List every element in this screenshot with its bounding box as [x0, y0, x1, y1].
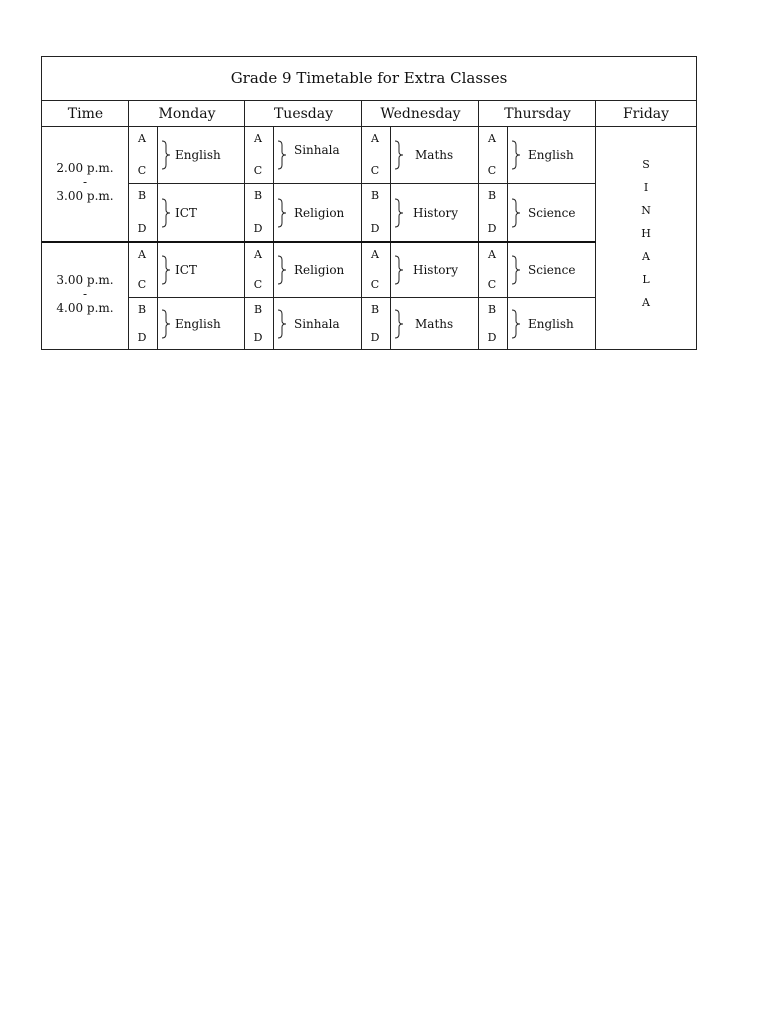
brace-icon [511, 309, 521, 339]
friday-letter: H [641, 227, 651, 240]
grid-line [390, 127, 391, 350]
subject-label: ICT [175, 205, 197, 220]
brace-icon [277, 309, 287, 339]
subject-label: Sinhala [294, 317, 340, 331]
header-monday: Monday [129, 101, 245, 127]
time-slot-2-end: 4.00 p.m. [56, 301, 114, 315]
time-slot-2 [42, 273, 128, 315]
group-label-a: A [254, 248, 262, 261]
subject-label: English [528, 148, 574, 162]
time-slot-2-start: 3.00 p.m. [56, 273, 114, 287]
group-label-b: B [137, 189, 147, 202]
group-label-a: A [138, 248, 146, 261]
grid-line [273, 127, 274, 350]
subject-label: Religion [294, 263, 345, 277]
group-label-c: C [137, 164, 147, 177]
header-thursday: Thursday [479, 101, 596, 127]
timetable [41, 56, 697, 350]
group-label-c: C [253, 164, 263, 177]
group-label-c: C [487, 164, 497, 177]
subject-label: English [175, 148, 221, 162]
brace-icon [394, 140, 404, 170]
group-label-d: D [253, 331, 263, 344]
grid-line [128, 183, 596, 184]
header-time: Time [42, 101, 129, 127]
subject-label: Maths [415, 317, 454, 331]
time-slot-1-sep: - [82, 175, 88, 189]
group-label-b: B [253, 189, 263, 202]
group-label-a: A [488, 248, 496, 261]
subject-label: English [175, 317, 221, 331]
subject-label: ICT [175, 263, 197, 277]
group-label-b: B [370, 303, 380, 316]
group-label-b: B [253, 303, 263, 316]
group-label-c: C [487, 278, 497, 291]
friday-letter: S [642, 158, 650, 171]
group-label-a: A [371, 248, 379, 261]
subject-label: Science [528, 263, 576, 277]
subject-label: Science [528, 205, 576, 220]
header-tuesday: Tuesday [245, 101, 362, 127]
subject-label: Maths [415, 148, 454, 162]
friday-letter: N [641, 204, 651, 217]
grid-line [128, 297, 596, 298]
brace-icon [161, 309, 171, 339]
subject-label: History [413, 205, 459, 220]
group-label-c: C [370, 278, 380, 291]
time-slot-2-sep: - [82, 287, 88, 301]
brace-icon [394, 255, 404, 285]
group-label-d: D [137, 331, 147, 344]
brace-icon [511, 198, 521, 228]
brace-icon [511, 140, 521, 170]
group-label-a: A [254, 132, 262, 145]
group-label-b: B [137, 303, 147, 316]
group-label-d: D [370, 331, 380, 344]
time-slot-1-end: 3.00 p.m. [56, 189, 114, 203]
group-label-b: B [487, 303, 497, 316]
brace-icon [394, 309, 404, 339]
grid-line [507, 127, 508, 350]
group-label-a: A [488, 132, 496, 145]
group-label-a: A [138, 132, 146, 145]
friday-letter: I [643, 181, 649, 194]
group-label-d: D [137, 222, 147, 235]
time-slot-1-start: 2.00 p.m. [56, 161, 114, 175]
group-label-d: D [487, 222, 497, 235]
group-label-c: C [253, 278, 263, 291]
friday-letter: A [642, 296, 650, 309]
group-label-c: C [370, 164, 380, 177]
slot-divider [42, 241, 596, 243]
subject-label: Sinhala [294, 143, 340, 157]
brace-icon [277, 198, 287, 228]
grid-line [595, 101, 596, 350]
timetable-title: Grade 9 Timetable for Extra Classes [42, 57, 696, 101]
group-label-b: B [487, 189, 497, 202]
brace-icon [277, 140, 287, 170]
group-label-d: D [253, 222, 263, 235]
subject-label: English [528, 317, 574, 331]
brace-icon [161, 255, 171, 285]
subject-label: History [413, 263, 459, 277]
header-friday: Friday [596, 101, 696, 127]
time-slot-1 [42, 161, 128, 203]
group-label-d: D [487, 331, 497, 344]
header-wednesday: Wednesday [362, 101, 479, 127]
group-label-a: A [371, 132, 379, 145]
group-label-d: D [370, 222, 380, 235]
group-label-c: C [137, 278, 147, 291]
group-label-b: B [370, 189, 380, 202]
friday-letter: L [642, 273, 650, 286]
brace-icon [394, 198, 404, 228]
grid-line [157, 127, 158, 350]
brace-icon [161, 198, 171, 228]
brace-icon [511, 255, 521, 285]
subject-label: Religion [294, 205, 345, 220]
brace-icon [161, 140, 171, 170]
friday-letter: A [642, 250, 650, 263]
brace-icon [277, 255, 287, 285]
